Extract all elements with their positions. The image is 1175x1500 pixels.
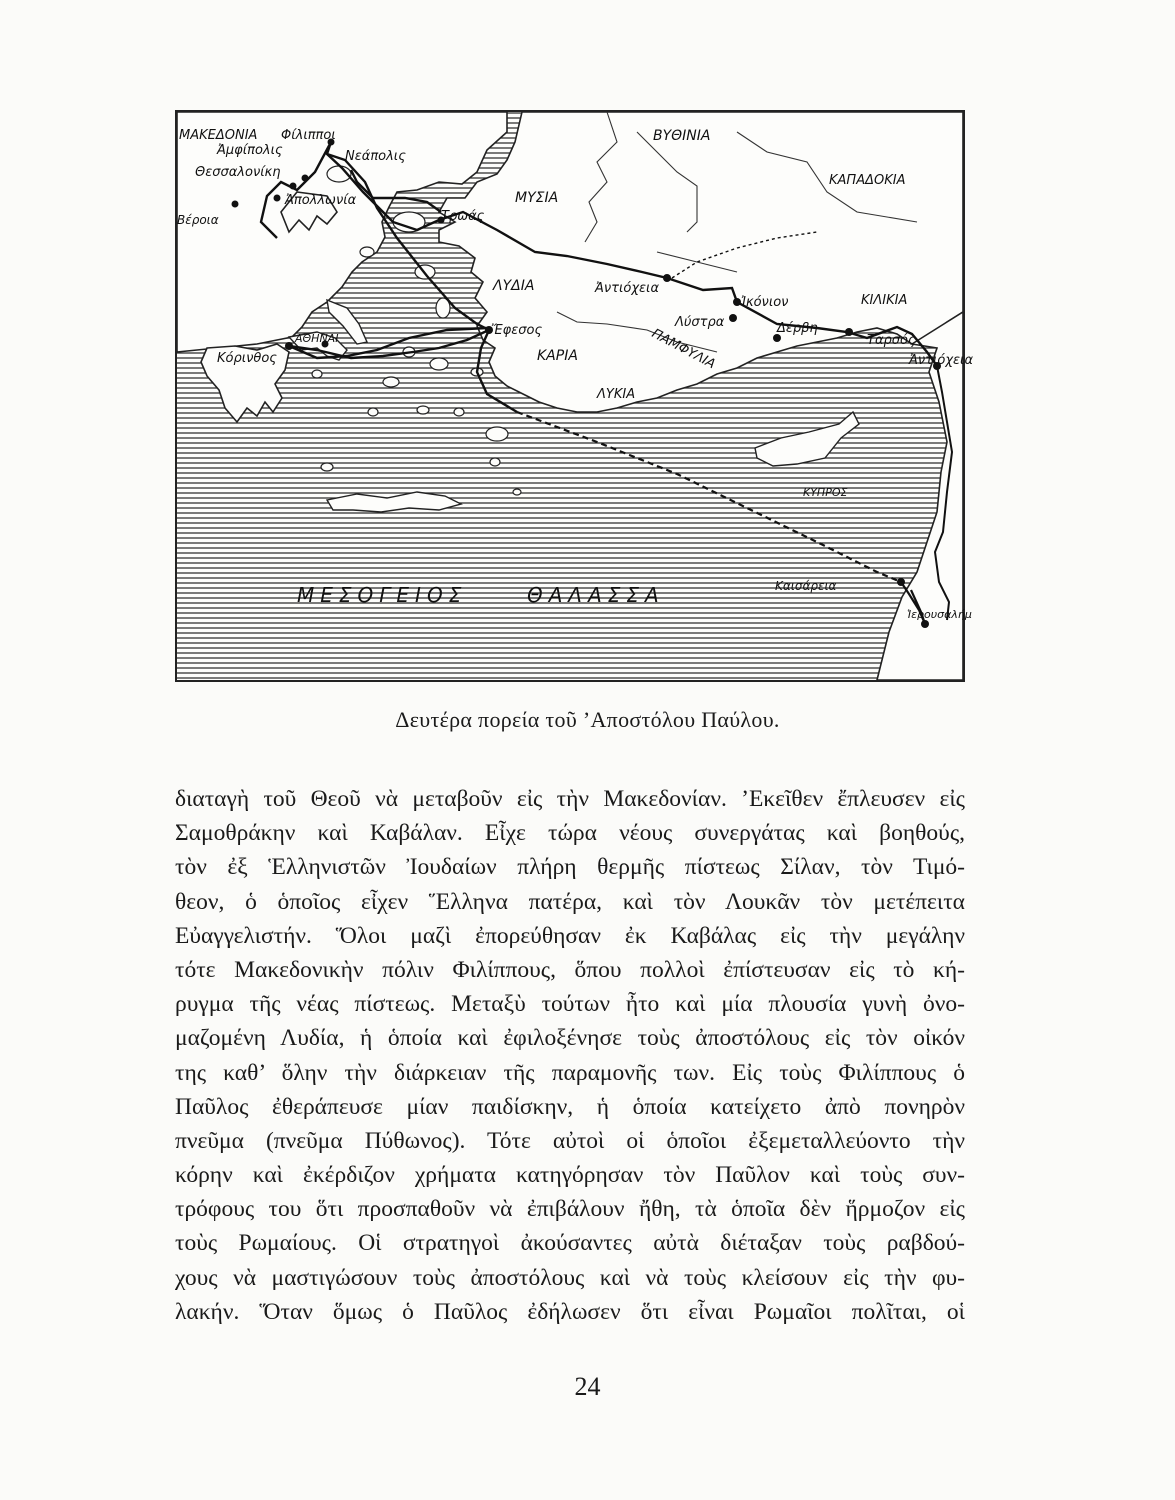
label-veroia: Βέροια bbox=[177, 213, 219, 227]
label-amphipolis: Ἀμφίπολις bbox=[217, 143, 283, 158]
label-derbe: Δέρβη bbox=[777, 321, 818, 336]
label-ierousalim: Ἱερουσαλήμ bbox=[907, 608, 972, 621]
label-tarsos: Ταρσός bbox=[867, 333, 916, 348]
map-drawing bbox=[177, 112, 974, 680]
label-efesos: Ἔφεσος bbox=[491, 323, 543, 338]
label-lystra: Λύστρα bbox=[675, 315, 725, 330]
text-line: της καθ’ ὅλην τὴν διάρκειαν τῆς παραμονῆς των. Εἰς τοὺς Φιλίππους ὁ bbox=[175, 1059, 965, 1086]
label-bithynia: ΒΥΘΙΝΙΑ bbox=[653, 128, 711, 144]
label-sea-mesogeios: ΜΕΣΟΓΕΙΟΣ bbox=[297, 583, 468, 607]
label-karia: ΚΑΡΙΑ bbox=[537, 348, 578, 364]
text-line: Σαμοθράκην καὶ Καβάλαν. Εἶχε τώρα νέους συνεργάτας καὶ βοηθούς, bbox=[175, 820, 965, 847]
text-line: Παῦλος ἐθεράπευσε μίαν παιδίσκην, ἡ ὁποία κατείχετο ἀπὸ πονηρὸν bbox=[175, 1093, 965, 1120]
label-antiocheia-syria: Ἀντιόχεια bbox=[909, 353, 974, 368]
label-kilikia: ΚΙΛΙΚΙΑ bbox=[861, 293, 908, 308]
label-pamfylia: ΠΑΜΦΥΛΙΑ bbox=[649, 326, 718, 373]
text-line: θεον, ὁ ὁποῖος εἶχεν Ἕλληνα πατέρα, καὶ τὸν Λουκᾶν τὸν μετέπειτα bbox=[175, 888, 965, 915]
text-line: διαταγὴ τοῦ Θεοῦ νὰ μεταβοῦν εἰς τὴν Μακεδονίαν. ’Εκεῖθεν ἔπλευσεν εἰς bbox=[175, 786, 965, 812]
label-kaisareia: Καισάρεια bbox=[775, 579, 837, 593]
text-line: τρόφους του ὅτι προσπαθοῦν νὰ ἐπιβάλουν ἤθη, τὰ ὁποῖα δὲν ἥρμοζον εἰς bbox=[175, 1196, 965, 1223]
text-line: κόρην καὶ ἐκέρδιζον χρήματα κατηγόρησαν τὸν Παῦλον καὶ τοὺς συν- bbox=[175, 1162, 965, 1189]
label-philippi: Φίλιπποι bbox=[281, 128, 336, 143]
page-number: 24 bbox=[574, 1372, 601, 1401]
label-macedonia: ΜΑΚΕΔΟΝΙΑ bbox=[179, 128, 258, 143]
text-line: τὸν ἐξ Ἑλληνιστῶν Ἰουδαίων πλήρη θερμῆς πίστεως Σίλαν, τὸν Τιμό- bbox=[175, 854, 965, 881]
route-map bbox=[175, 110, 974, 682]
label-sea-thalassa: ΘΑΛΑΣΣΑ bbox=[527, 583, 665, 607]
text-line: μαζομένη Λυδία, ἡ ὁποία καὶ ἐφιλοξένησε τοὺς ἀποστόλους εἰς τὸν οἰκόν bbox=[175, 1025, 965, 1052]
label-neapolis: Νεάπολις bbox=[345, 149, 406, 164]
body-paragraph bbox=[175, 782, 965, 1329]
text-line: τοὺς Ρωμαίους. Οἱ στρατηγοὶ ἀκούσαντες αὐτὰ διέταξαν τοὺς ραβδού- bbox=[175, 1230, 965, 1257]
text-line: λακήν. Ὅταν ὅμως ὁ Παῦλος ἐδήλωσεν ὅτι εἶναι Ρωμαῖοι πολῖται, οἱ bbox=[175, 1298, 965, 1325]
label-ikonion: Ἰκόνιον bbox=[741, 295, 789, 310]
label-apollonia: Ἀπολλωνία bbox=[285, 193, 357, 208]
label-athens: ΑΘΗΝΑΙ bbox=[295, 332, 339, 345]
label-lydia: ΛΥΔΙΑ bbox=[493, 278, 535, 294]
text-line: χους νὰ μαστιγώσουν τοὺς ἀποστόλους καὶ νὰ τοὺς κλείσουν εἰς τὴν φυ- bbox=[175, 1264, 965, 1291]
text-line: πνεῦμα (πνεῦμα Πύθωνος). Τότε αὐτοὶ οἱ ὁποῖοι ἐξεμεταλλεύοντο τὴν bbox=[175, 1127, 965, 1154]
text-line: τότε Μακεδονικὴν πόλιν Φιλίππους, ὅπου πολλοὶ ἐπίστευσαν εἰς τὸ κή- bbox=[175, 956, 965, 983]
label-mysia: ΜΥΣΙΑ bbox=[515, 190, 559, 206]
label-korinthos: Κόρινθος bbox=[217, 351, 277, 366]
label-troas: Τρωάς bbox=[441, 209, 485, 224]
label-antiocheia-pisidia: Ἀντιόχεια bbox=[595, 281, 660, 296]
label-kappadokia: ΚΑΠΑΔΟΚΙΑ bbox=[829, 173, 906, 188]
label-lykia: ΛΥΚΙΑ bbox=[597, 387, 636, 402]
label-thessaloniki: Θεσσαλονίκη bbox=[195, 165, 281, 180]
text-line: Εὐαγγελιστήν. Ὅλοι μαζὶ ἐπορεύθησαν ἐκ Καβάλας εἰς τὴν μεγάλην bbox=[175, 922, 965, 949]
text-line: ρυγμα τῆς νέας πίστεως. Μεταξὺ τούτων ἦτο καὶ μία πλουσία γυνὴ ὀνο- bbox=[175, 991, 965, 1018]
label-kypros: ΚΥΠΡΟΣ bbox=[803, 486, 848, 499]
map-caption: Δευτέρα πορεία τοῦ ’Αποστόλου Παύλου. bbox=[395, 707, 780, 732]
